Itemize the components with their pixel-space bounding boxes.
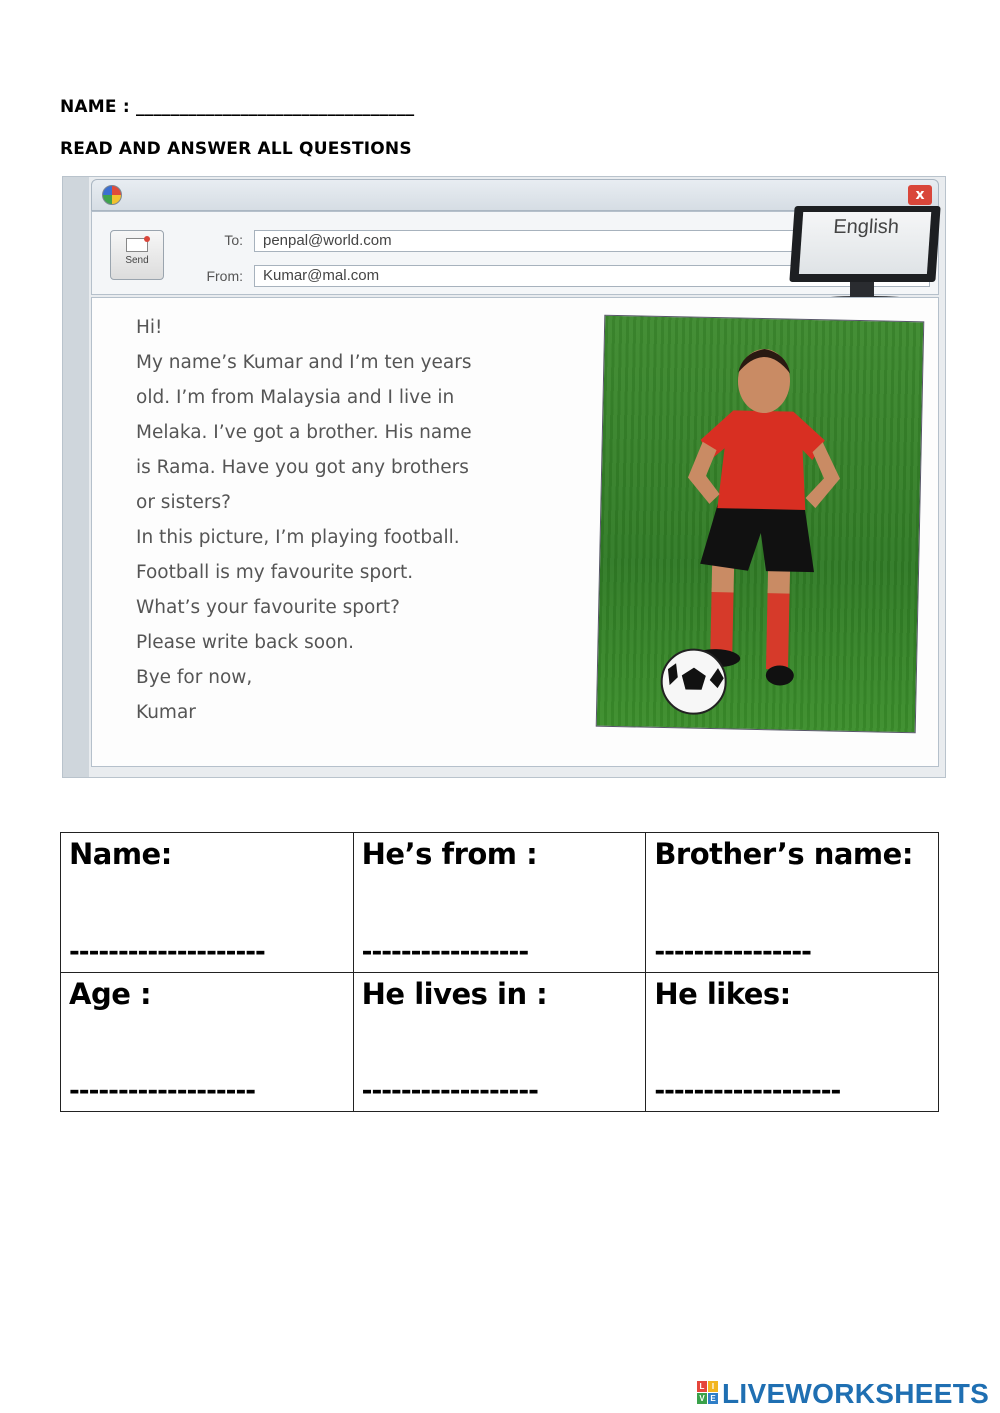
answer-blank-line[interactable]: ------------------ xyxy=(361,1076,538,1106)
logo-letter-tile: L xyxy=(697,1381,707,1392)
player-illustration xyxy=(597,316,925,734)
message-line: Bye for now, xyxy=(136,667,253,688)
answer-cell-label: Brother’s name: xyxy=(654,837,913,871)
answer-blank-line[interactable]: ---------------- xyxy=(654,936,811,967)
message-line: What’s your favourite sport? xyxy=(136,597,400,618)
answer-blank-line[interactable]: ------------------- xyxy=(654,1076,841,1106)
email-message xyxy=(136,310,576,730)
window-shadow xyxy=(63,177,89,777)
logo-letter-tile: E xyxy=(708,1393,718,1404)
email-window xyxy=(62,176,946,778)
message-line: or sisters? xyxy=(136,492,231,513)
message-line: Melaka. I’ve got a brother. His name xyxy=(136,422,472,443)
answer-cell[interactable] xyxy=(646,972,939,1112)
answer-blank-line[interactable]: ----------------- xyxy=(361,936,529,967)
answer-cell[interactable] xyxy=(353,972,646,1112)
to-label: To: xyxy=(224,232,243,248)
instructions-heading: READ AND ANSWER ALL QUESTIONS xyxy=(60,139,412,159)
answer-cell-label: He’s from : xyxy=(361,837,538,871)
message-line: Hi! xyxy=(136,317,163,338)
brand-text: LIVEWORKSHEETS xyxy=(722,1378,990,1409)
answer-cell[interactable] xyxy=(61,833,354,973)
answer-cell[interactable] xyxy=(61,972,354,1112)
close-icon[interactable]: x xyxy=(908,185,932,205)
message-line: Please write back soon. xyxy=(136,632,355,653)
answer-row xyxy=(61,972,939,1112)
envelope-icon xyxy=(126,238,148,252)
from-label: From: xyxy=(206,268,243,284)
liveworksheets-logo-icon xyxy=(697,1381,719,1405)
answer-row xyxy=(61,833,939,973)
answer-cell[interactable] xyxy=(646,833,939,973)
globe-icon xyxy=(102,185,122,205)
student-name-line[interactable]: NAME : ________________________________ xyxy=(60,97,415,117)
answer-cell-label: He lives in : xyxy=(361,976,548,1011)
answer-cell-label: Age : xyxy=(69,976,152,1011)
answer-table xyxy=(60,832,939,1112)
answer-blank-line[interactable]: -------------------- xyxy=(69,936,265,967)
monitor-subject-label: English xyxy=(799,212,931,274)
message-line: is Rama. Have you got any brothers xyxy=(136,457,469,478)
football-player-photo xyxy=(596,315,925,734)
email-body-panel xyxy=(91,297,939,767)
message-line: In this picture, I’m playing football. xyxy=(136,527,460,548)
message-line: Football is my favourite sport. xyxy=(136,562,414,583)
logo-letter-tile: I xyxy=(708,1381,718,1392)
message-line: old. I’m from Malaysia and I live in xyxy=(136,387,455,408)
message-line: Kumar xyxy=(136,702,196,723)
logo-letter-tile: V xyxy=(697,1393,707,1404)
send-button[interactable] xyxy=(110,230,164,280)
send-button-label: Send xyxy=(125,255,149,266)
answer-cell[interactable] xyxy=(353,833,646,973)
answer-cell-label: He likes: xyxy=(654,976,791,1011)
message-line: My name’s Kumar and I’m ten years xyxy=(136,352,472,373)
answer-cell-label: Name: xyxy=(69,837,172,871)
email-header-panel xyxy=(91,211,939,295)
from-field[interactable]: Kumar@mal.com xyxy=(254,265,930,287)
liveworksheets-brand[interactable] xyxy=(722,1378,989,1408)
monitor-screen xyxy=(789,206,940,282)
to-field[interactable]: penpal@world.com xyxy=(254,230,930,252)
answer-blank-line[interactable]: ------------------- xyxy=(69,1076,256,1106)
